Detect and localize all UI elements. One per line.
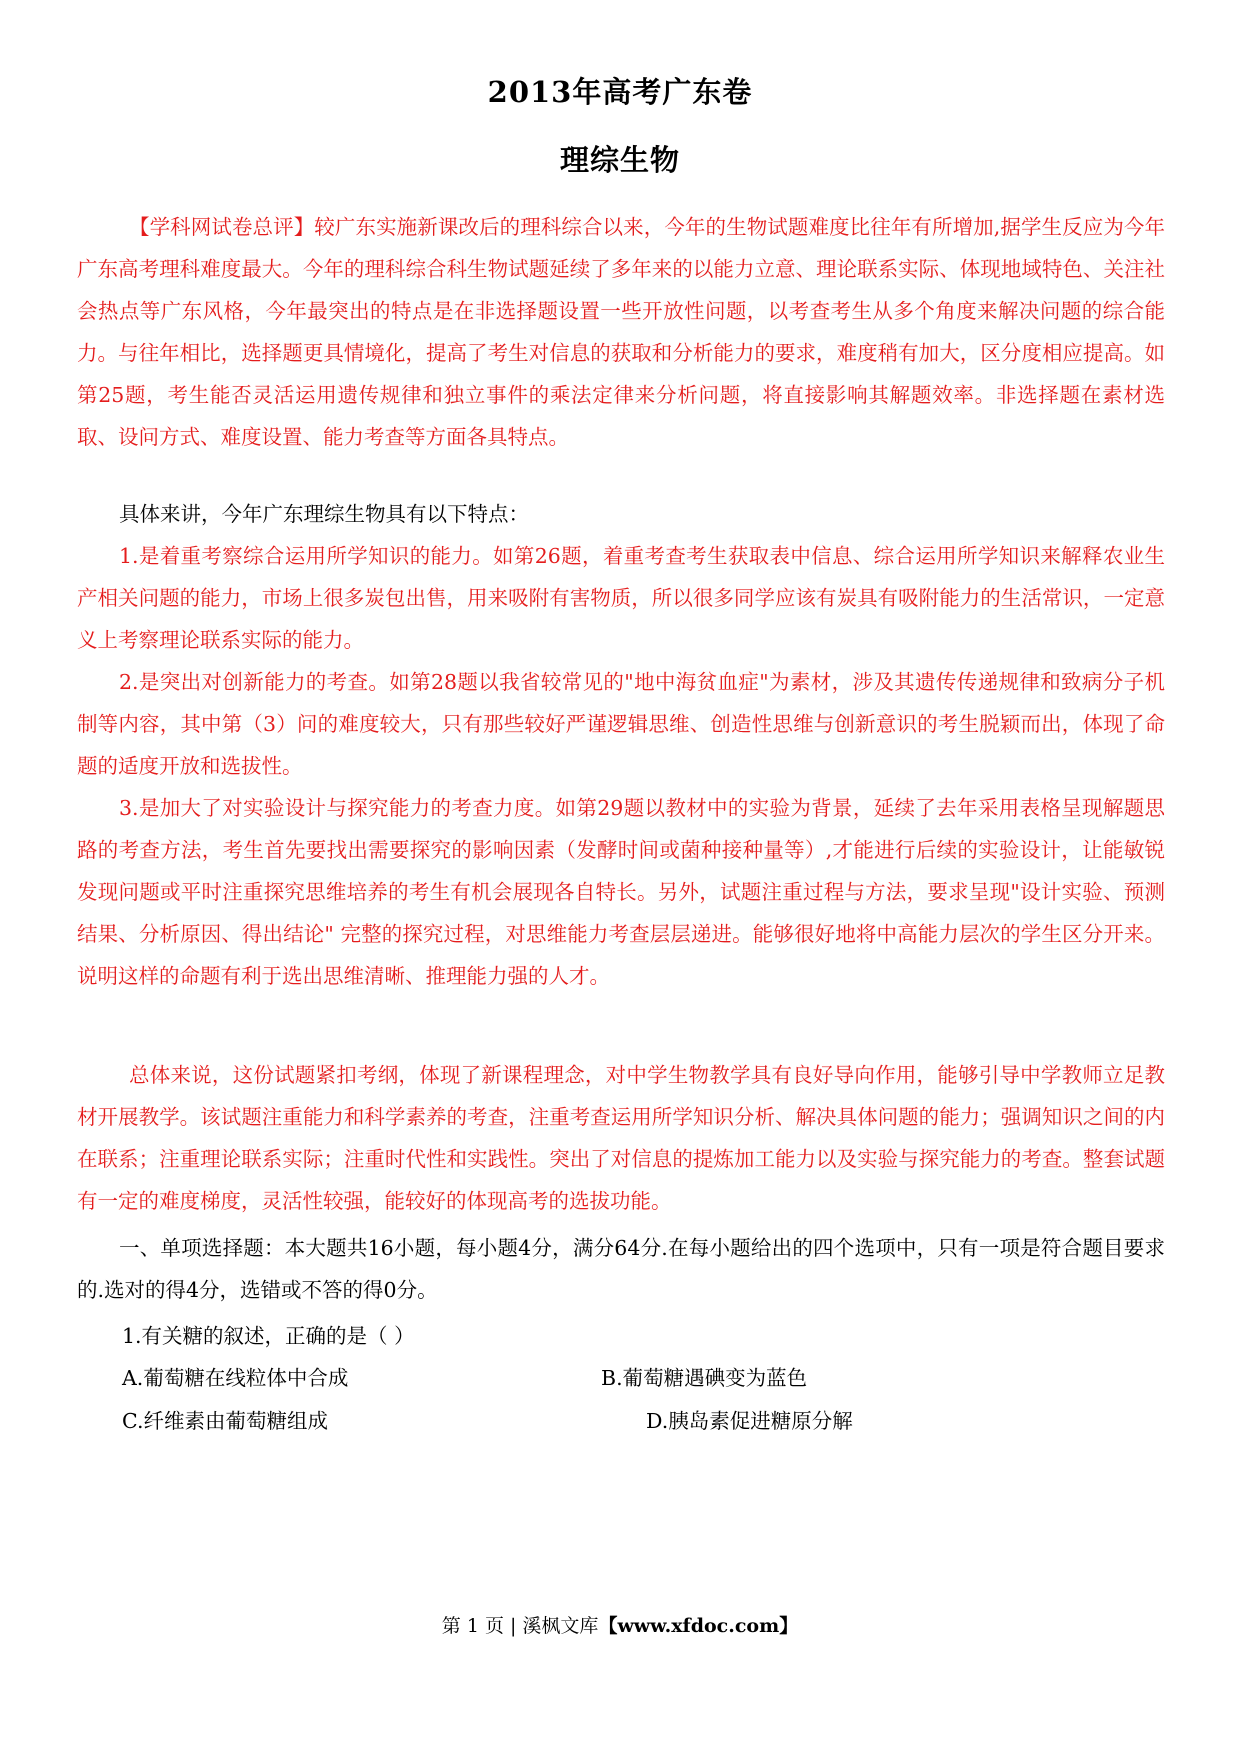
document-subtitle: 理综生物 — [559, 143, 680, 177]
review-paragraph: 【学科网试卷总评】较广东实施新课改后的理科综合以来，今年的生物试题难度比往年有所增加,据学生反应为今年广东高考理科难度最大。今年的理科综合科生物试题延续了多年来的以能力立意、理论联系实际、体现地域特色、关注社会热点等广东风格，今年最突出的特点是在非选择题设置一些开放性问题，以考查考生从多个角度来解决问题的综合能力。与往年相比，选择题更具情境化，提高了考生对信息的获取和分析能力的要求，难度稍有加大，区分度相应提高。如第25题，考生能否灵活运用遗传规律和独立事件的乘法定律来分析问题，将直接影响其解题效率。非选择题在素材选取、设问方式、难度设置、能力考查等方面各具特点。 — [77, 215, 1165, 449]
feature-points — [77, 535, 1165, 997]
summary-section — [77, 1054, 1165, 1222]
question-1-option-d: D.胰岛素促进糖原分解 — [646, 1409, 853, 1433]
document-title: 2013年高考广东卷 — [487, 75, 753, 109]
review-section — [77, 206, 1165, 458]
feature-point-2: 2.是突出对创新能力的考查。如第28题以我省较常见的"地中海贫血症"为素材，涉及其遗传传递规律和致病分子机制等内容，其中第（3）问的难度较大，只有那些较好严谨逻辑思维、创造性思维与创新意识的考生脱颖而出，体现了命题的适度开放和选拔性。 — [77, 670, 1165, 778]
feature-point-1: 1.是着重考察综合运用所学知识的能力。如第26题，着重考查考生获取表中信息、综合运用所学知识来解释农业生产相关问题的能力，市场上很多炭包出售，用来吸附有害物质，所以很多同学应该有炭具有吸附能力的生活常识，一定意义上考察理论联系实际的能力。 — [77, 544, 1165, 652]
section-heading: 一、单项选择题：本大题共16小题，每小题4分，满分64分.在每小题给出的四个选项中，只有一项是符合题目要求的.选对的得4分，选错或不答的得0分。 — [77, 1236, 1165, 1302]
footer-site-link[interactable]: 【www.xfdoc.com】 — [598, 1615, 799, 1637]
question-1-option-c: C.纤维素由葡萄糖组成 — [122, 1409, 328, 1433]
summary-paragraph: 总体来说，这份试题紧扣考纲，体现了新课程理念，对中学生物教学具有良好导向作用，能够引导中学教师立足教材开展教学。该试题注重能力和科学素养的考查，注重考查运用所学知识分析、解决具体问题的能力；强调知识之间的内在联系；注重理论联系实际；注重时代性和实践性。突出了对信息的提炼加工能力以及实验与探究能力的考查。整套试题有一定的难度梯度，灵活性较强，能较好的体现高考的选拔功能。 — [77, 1063, 1165, 1213]
intro-section — [77, 493, 1165, 535]
question-1-option-a: A.葡萄糖在线粒体中合成 — [122, 1366, 349, 1390]
intro-paragraph: 具体来讲，今年广东理综生物具有以下特点： — [119, 502, 529, 526]
section-instructions — [77, 1227, 1165, 1311]
footer-page-label: 第 1 页 | 溪枫文库 — [441, 1615, 599, 1637]
feature-point-3: 3.是加大了对实验设计与探究能力的考查力度。如第29题以教材中的实验为背景，延续了去年采用表格呈现解题思路的考查方法，考生首先要找出需要探究的影响因素（发酵时间或菌种接种量等）,才能进行后续的实验设计，让能敏锐发现问题或平时注重探究思维培养的考生有机会展现各自特长。另外，试题注重过程与方法，要求呈现"设计实验、预测结果、分析原因、得出结论" 完整的探究过程，对思维能力考查层层递进。能够很好地将中高能力层次的学生区分开来。说明这样的命题有利于选出思维清晰、推理能力强的人才。 — [77, 796, 1165, 988]
page-footer — [0, 1611, 1240, 1641]
question-1-option-b: B.葡萄糖遇碘变为蓝色 — [601, 1366, 808, 1390]
question-1-stem: 1.有关糖的叙述，正确的是（ ） — [122, 1324, 415, 1348]
